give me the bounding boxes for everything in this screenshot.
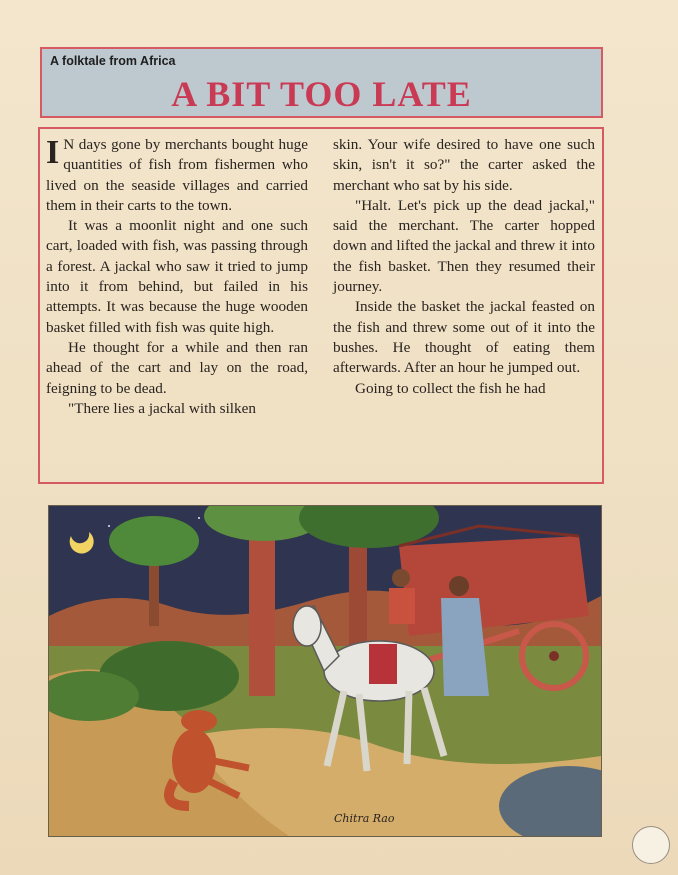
artist-signature: Chitra Rao [334, 812, 395, 825]
carter-body [389, 588, 415, 624]
publisher-logo [632, 826, 670, 864]
carter-head [392, 569, 410, 587]
story-paragraph: "There lies a jackal with silken [68, 399, 256, 417]
story-title: A BIT TOO LATE [171, 74, 472, 114]
story-paragraph: Going to collect the fish he had [355, 379, 546, 397]
story-header [40, 47, 603, 118]
kicker-label: A folktale from Africa [50, 54, 176, 68]
story-paragraph: He thought for a while and then ran ahead of the cart and lay on the road, feigning to be dead. [46, 338, 308, 397]
story-text-box [38, 127, 604, 484]
story-paragraph [46, 135, 308, 216]
horse-head [293, 606, 321, 646]
jackal-head [181, 710, 217, 732]
tree-canopy [109, 516, 199, 566]
wheel-hub [549, 651, 559, 661]
horse-saddle-cloth [369, 644, 397, 684]
paragraph-text: N days gone by merchants bought huge quantities of fish from fishermen who lived on the seaside villages and carried them in their carts to the town. [46, 136, 308, 214]
story-paragraph: Inside the basket the jackal feasted on the fish and threw some out of it into the bushes. He thought of eating them afterwards. After an hour he jumped out. [333, 298, 595, 377]
merchant-head [449, 576, 469, 596]
story-paragraph: skin. Your wife desired to have one such skin, isn't it so?" the carter asked the merchant who sat by his side. [333, 136, 595, 194]
story-illustration [48, 505, 602, 837]
illustration-scene [49, 506, 601, 836]
story-paragraph: "Halt. Let's pick up the dead jackal," said the merchant. The carter hopped down and lifted the jackal and threw it into the fish basket. Then they resumed their journey. [333, 196, 595, 296]
dropcap-letter: I [46, 134, 60, 171]
story-paragraph: It was a moonlit night and one such cart, loaded with fish, was passing through a forest. A jackal who saw it tried to jump into it from behind, but failed in his attempts. It was because the huge wooden basket filled with fish was quite high. [46, 217, 308, 336]
story-column-left [46, 135, 308, 419]
story-column-right [333, 135, 595, 399]
